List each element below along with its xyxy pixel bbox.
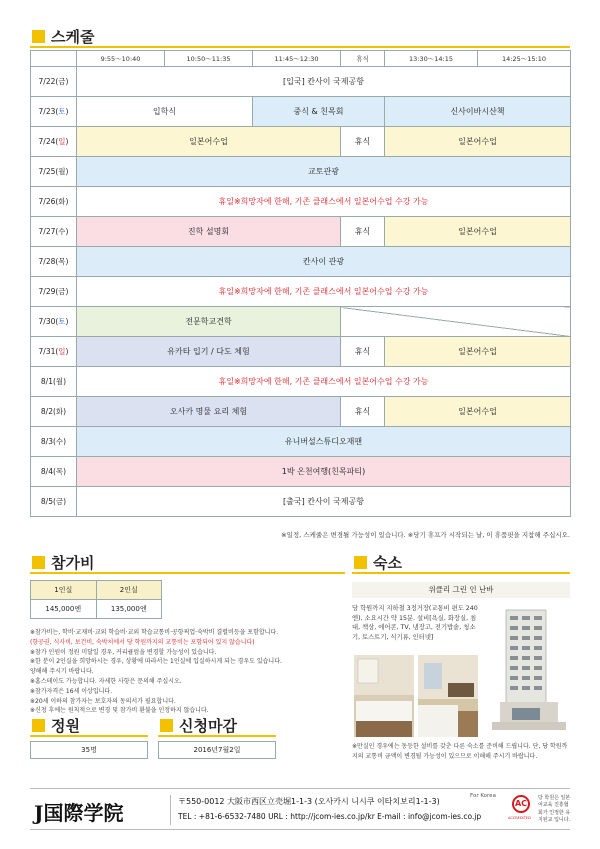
activity-cell: 유니버설스튜디오재팬	[77, 427, 571, 457]
bedroom-icon	[354, 655, 414, 737]
table-row	[31, 97, 571, 127]
holiday-cell: 휴일※희망자에 한해, 기존 클래스에서 일본어수업 수강 가능	[77, 277, 571, 307]
lodging-underline	[352, 572, 570, 574]
accreditation-logo-icon: AC	[512, 795, 530, 813]
room-photo	[418, 655, 478, 737]
activity-cell: 신사이바시산책	[385, 97, 571, 127]
header-time: 13:30～14:15	[385, 51, 478, 67]
deadline-underline	[158, 735, 276, 737]
fee-note: (항공권, 식사비, 보건비, 숙박처에서 당 학원까지의 교통비는 포함되어 있지 않습니다)	[30, 638, 255, 646]
activity-cell: 일본어수업	[385, 337, 571, 367]
date-cell: 7/29(금)	[31, 277, 77, 307]
fee-note: ※20세 이하의 참가자는 보호자의 동의서가 필요합니다.	[30, 697, 176, 705]
square-bullet-icon	[160, 719, 173, 732]
fee-title: 참가비	[51, 553, 95, 572]
capacity-heading	[32, 715, 80, 735]
header-time: 14:25～15:10	[478, 51, 571, 67]
table-row	[31, 247, 571, 277]
fee-value: 135,000엔	[96, 600, 162, 619]
fee-note: 양해해 주시기 바랍니다.	[30, 668, 94, 676]
table-row	[31, 217, 571, 247]
fee-note: ※신청 후에는 원칙적으로 변경 및 참가비 환불을 인정하지 않습니다.	[30, 707, 209, 715]
header-date	[31, 51, 77, 67]
capacity-value: 35명	[30, 741, 148, 759]
date-cell: 7/31(일)	[31, 337, 77, 367]
accreditation-text: 당 학원은 일본어교육 진흥협회가 인정한 유지된교 입니다.	[538, 795, 571, 824]
building-icon	[482, 602, 570, 734]
square-bullet-icon	[354, 556, 367, 569]
room-interior-icon	[418, 655, 478, 737]
break-cell: 휴식	[341, 397, 385, 427]
deadline-heading	[160, 715, 237, 735]
date-cell: 7/28(목)	[31, 247, 77, 277]
fee-underline	[30, 572, 345, 574]
lodging-name: 위클리 그린 인 난바	[352, 582, 570, 598]
school-logo: J国際学院	[34, 801, 124, 825]
table-row	[31, 487, 571, 517]
fee-value: 145,000엔	[31, 600, 97, 619]
lodging-title: 숙소	[373, 553, 402, 572]
break-cell: 휴식	[341, 217, 385, 247]
square-bullet-icon	[32, 719, 45, 732]
building-photo	[482, 602, 570, 734]
table-row	[31, 337, 571, 367]
schedule-note: ※일정, 스케쥴은 변경될 가능성이 있습니다. ※당기 휴프가 시작되는 날, 이 휴품핏을 지참해 주십시오.	[281, 531, 570, 539]
fee-table	[30, 580, 162, 619]
fee-note: ※홈스테이도 가능합니다. 자세한 사항은 문의해 주십시오.	[30, 677, 182, 685]
date-cell: 7/27(수)	[31, 217, 77, 247]
holiday-cell: 휴일※희망자에 한해, 기존 클래스에서 일본어수업 수강 가능	[77, 187, 571, 217]
header-time: 10:50～11:35	[165, 51, 253, 67]
capacity-title: 정원	[51, 716, 80, 735]
fee-notes	[30, 628, 345, 716]
activity-cell: 일본어수업	[385, 127, 571, 157]
activity-cell: 진학 설명회	[77, 217, 341, 247]
fee-note: ※참가비는, 학비·교재비·교외 학습비·교외 학습교통비·공항픽업·숙박비 결렬비등을 포함합니다.	[30, 629, 279, 636]
fee-header: 2인실	[96, 581, 162, 600]
footer	[30, 788, 570, 830]
schedule-title: 스케줄	[51, 27, 95, 46]
break-cell: 휴식	[341, 127, 385, 157]
square-bullet-icon	[32, 30, 45, 43]
footer-contact: TEL : +81-6-6532-7480 URL : http://jcom-ies.co.jp/kr E-mail : info@jcom-ies.co.jp	[178, 812, 482, 821]
activity-cell: [입국] 칸사이 국제공항	[77, 67, 571, 97]
activity-cell: 오사카 명물 요리 체험	[77, 397, 341, 427]
table-row	[31, 397, 571, 427]
header-time: 9:55～10:40	[77, 51, 165, 67]
table-row	[31, 367, 571, 397]
table-row	[31, 307, 571, 337]
holiday-cell: 휴일※희망자에 한해, 기존 클래스에서 일본어수업 수강 가능	[77, 367, 571, 397]
lodging-description: 당 학원까지 지하철 3정거장(교통비 편도 240엔), 소요시간 약 15분. 설비[욕실, 화장실, 침대, 책상, 에어콘, TV, 냉장고, 전기밥솥, 청소기, 토스트기, 식기류, 인터넷]	[352, 605, 478, 641]
activity-cell: 일본어수업	[385, 397, 571, 427]
header-time: 11:45～12:30	[253, 51, 341, 67]
date-cell: 7/24(일)	[31, 127, 77, 157]
table-row	[31, 427, 571, 457]
fee-note: ※참가 인원이 정원 미달일 경우, 커리큘럼을 변경할 가능성이 있습니다.	[30, 648, 217, 656]
deadline-title: 신청마감	[179, 716, 237, 735]
lodging-heading	[354, 552, 402, 572]
schedule-table	[30, 50, 571, 517]
date-cell: 7/22(금)	[31, 67, 77, 97]
activity-cell: 일본어수업	[385, 217, 571, 247]
square-bullet-icon	[32, 556, 45, 569]
schedule-underline	[30, 46, 570, 48]
activity-cell: 유카타 입기 / 다도 체험	[77, 337, 341, 367]
table-row	[31, 157, 571, 187]
capacity-underline	[30, 735, 148, 737]
header-break: 휴식	[341, 51, 385, 67]
date-cell: 8/2(화)	[31, 397, 77, 427]
date-cell: 7/23(토)	[31, 97, 77, 127]
activity-cell: 칸사이 관광	[77, 247, 571, 277]
for-korea-label: For Korea	[470, 793, 496, 799]
fee-note: ※한 분이 2인실을 희망하시는 경우, 상황에 따라서는 1인실에 입실하시게 되는 경우도 있습니다.	[30, 658, 282, 666]
activity-cell: 입학식	[77, 97, 253, 127]
table-row	[31, 457, 571, 487]
date-cell: 8/5(금)	[31, 487, 77, 517]
schedule-heading	[32, 26, 94, 46]
activity-cell: [출국] 칸사이 국제공항	[77, 487, 571, 517]
accreditation-label: ACCREDITED	[508, 816, 531, 820]
date-cell: 8/4(목)	[31, 457, 77, 487]
lodging-note: ※만실인 경우에는 동등한 설비를 갖춘 다른 숙소를 준비해 드립니다. 단, 당 학원까지의 교통비 금액이 변경될 가능성이 있으므로 이해해 주시기 바랍니다.	[352, 743, 568, 760]
activity-cell: 일본어수업	[77, 127, 341, 157]
room-photo	[354, 655, 414, 737]
activity-cell: 교토관광	[77, 157, 571, 187]
activity-cell: 1박 온천여행(친목파티)	[77, 457, 571, 487]
empty-slash-cell	[341, 307, 571, 337]
deadline-value: 2016년7월2일	[158, 741, 276, 759]
date-cell: 8/1(월)	[31, 367, 77, 397]
table-row	[31, 187, 571, 217]
table-row	[31, 277, 571, 307]
activity-cell: 전문학교견학	[77, 307, 341, 337]
date-cell: 7/30(토)	[31, 307, 77, 337]
date-cell: 7/26(화)	[31, 187, 77, 217]
activity-cell: 중식 & 친목회	[253, 97, 385, 127]
date-cell: 8/3(수)	[31, 427, 77, 457]
footer-divider	[170, 795, 171, 825]
fee-heading	[32, 552, 94, 572]
table-row	[31, 67, 571, 97]
table-row	[31, 127, 571, 157]
date-cell: 7/25(월)	[31, 157, 77, 187]
fee-note: ※참가자격은 16세 이상입니다.	[30, 687, 113, 695]
footer-address: 〒550-0012 大阪市西区立売堀1-1-3 (오사카시 니시쿠 이타치보리1-1-3)	[178, 797, 440, 806]
fee-header: 1인실	[31, 581, 97, 600]
break-cell: 휴식	[341, 337, 385, 367]
